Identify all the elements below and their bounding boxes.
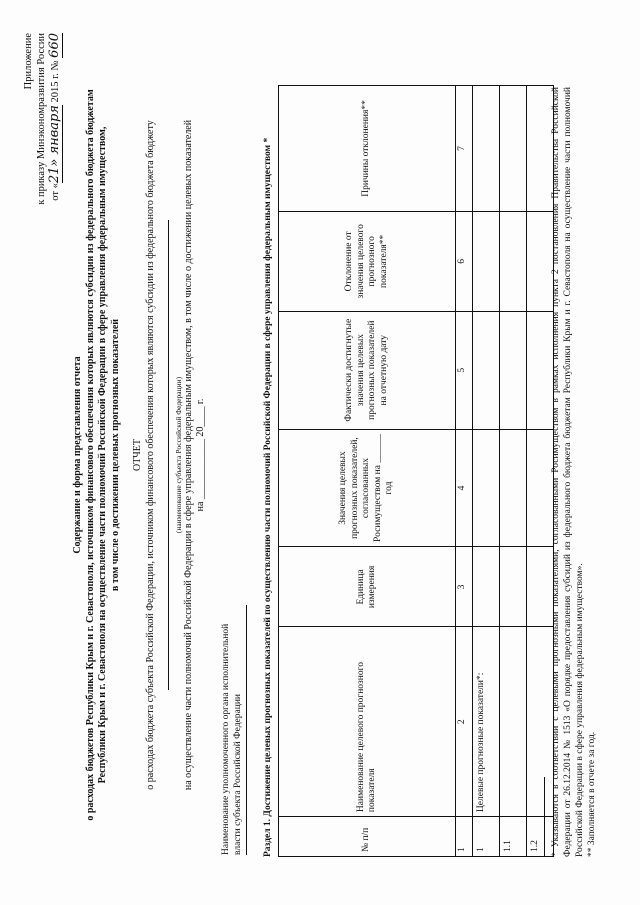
column-header: № п/п — [279, 817, 456, 857]
report-heading — [132, 65, 208, 845]
heading-line-3: в том числе о достижении целевых прогнозных показателей — [109, 318, 121, 592]
table-row — [473, 86, 500, 857]
subject-caption: (наименование субъекта Российской Федерации) — [173, 376, 183, 534]
rotated-document — [20, 25, 620, 885]
table-cell: Целевые прогнозные показатели*: — [473, 627, 500, 817]
document-heading — [72, 65, 122, 845]
table-cell — [473, 86, 500, 212]
column-number: 1 — [456, 817, 473, 857]
footnotes — [550, 87, 598, 857]
table-cell — [500, 429, 527, 547]
column-number: 4 — [456, 429, 473, 547]
footnote-2: ** Заполняется в отчете за год. — [587, 731, 597, 857]
column-numbers-row — [456, 86, 473, 857]
authority-name-block — [220, 605, 247, 855]
footnote-separator — [544, 777, 545, 857]
column-number: 7 — [456, 86, 473, 212]
table-cell — [473, 211, 500, 311]
table-cell: 1.2 — [527, 817, 554, 857]
appendix-block — [22, 33, 62, 205]
table-cell — [500, 211, 527, 311]
column-number: 6 — [456, 211, 473, 311]
appendix-order: к приказу Минэкономразвития России — [36, 33, 47, 205]
authority-line-2: власти субъекта Российской Федерации — [233, 694, 243, 855]
heading-title: Содержание и форма представления отчета — [72, 356, 83, 554]
table-cell — [473, 311, 500, 429]
section-title: Раздел 1. Достижение целевых прогнозных показателей по осуществлению части полномочий Российской Федерации в сфере управления федеральным имуществом * — [263, 137, 273, 857]
handwritten-number: 660 — [47, 33, 62, 58]
table-header-row — [279, 86, 456, 857]
appendix-date: от «21» января 2015 г. № 660 — [47, 33, 62, 201]
authority-line-1: Наименование уполномоченного органа исполнительной — [221, 623, 231, 855]
report-line-1: о расходах бюджета субъекта Российской Федерации, источником финансового обеспечения которых являются субсидии из федерального бюджета бюджету — [144, 120, 156, 790]
column-number: 5 — [456, 311, 473, 429]
report-line-3: на ____________ 20____ г. — [195, 398, 206, 512]
column-header: Наименование целевого прогнозного показателя — [279, 627, 456, 817]
table-cell — [473, 547, 500, 627]
table-cell: 1 — [473, 817, 500, 857]
table-cell: 1.1 — [500, 817, 527, 857]
footnote-1: * Указываются в соответствии с целевыми прогнозными показателями, согласованными Росимуществом в рамках исполнения пункта 2 постановления Правительства Российской Федерации от 26.12.2014 № 1513 «О порядке предоставления субсидий из федерального бюджета бюджетам Республики Крым и г. Севастополя на осуществление части полномочий Российской Федерации в сфере управления федеральным имуществом». — [551, 87, 585, 857]
heading-line-1: о расходах бюджетов Республики Крым и г. Севастополя, источником финансового обеспечения которых являются субсидии из федерального бюджета бюджетам — [84, 89, 96, 821]
table-row — [500, 86, 527, 857]
table-cell — [473, 429, 500, 547]
authority-underline — [246, 605, 247, 855]
table-cell — [500, 311, 527, 429]
column-header: Единица измерения — [279, 547, 456, 627]
column-header: Фактически достигнутые значения целевых прогнозных показателей на отчетную дату — [279, 311, 456, 429]
heading-line-2: Республики Крым и г. Севастополя на осуществление части полномочий Российской Федерации в сфере управления федеральным имуществом, — [97, 126, 108, 784]
handwritten-date: 21» января — [47, 105, 62, 184]
table-cell — [500, 86, 527, 212]
column-number: 3 — [456, 547, 473, 627]
column-header: Значения целевых прогнозных показателей, согласованных Росимуществом на ______ год — [279, 429, 456, 547]
report-line-2: на осуществление части полномочий Российской Федерации в сфере управления федеральным имуществом, в том числе о достижении целевых показателей — [182, 119, 194, 791]
table-cell — [500, 547, 527, 627]
report-title: ОТЧЕТ — [132, 438, 143, 472]
column-header: Причины отклонения** — [279, 86, 456, 212]
appendix-title: Приложение — [23, 33, 34, 90]
column-number: 2 — [456, 627, 473, 817]
subject-name-line — [157, 220, 169, 690]
column-header: Отклонение от значения целевого прогнозного показателя** — [279, 211, 456, 311]
table-cell — [500, 627, 527, 817]
indicators-table — [278, 85, 554, 857]
